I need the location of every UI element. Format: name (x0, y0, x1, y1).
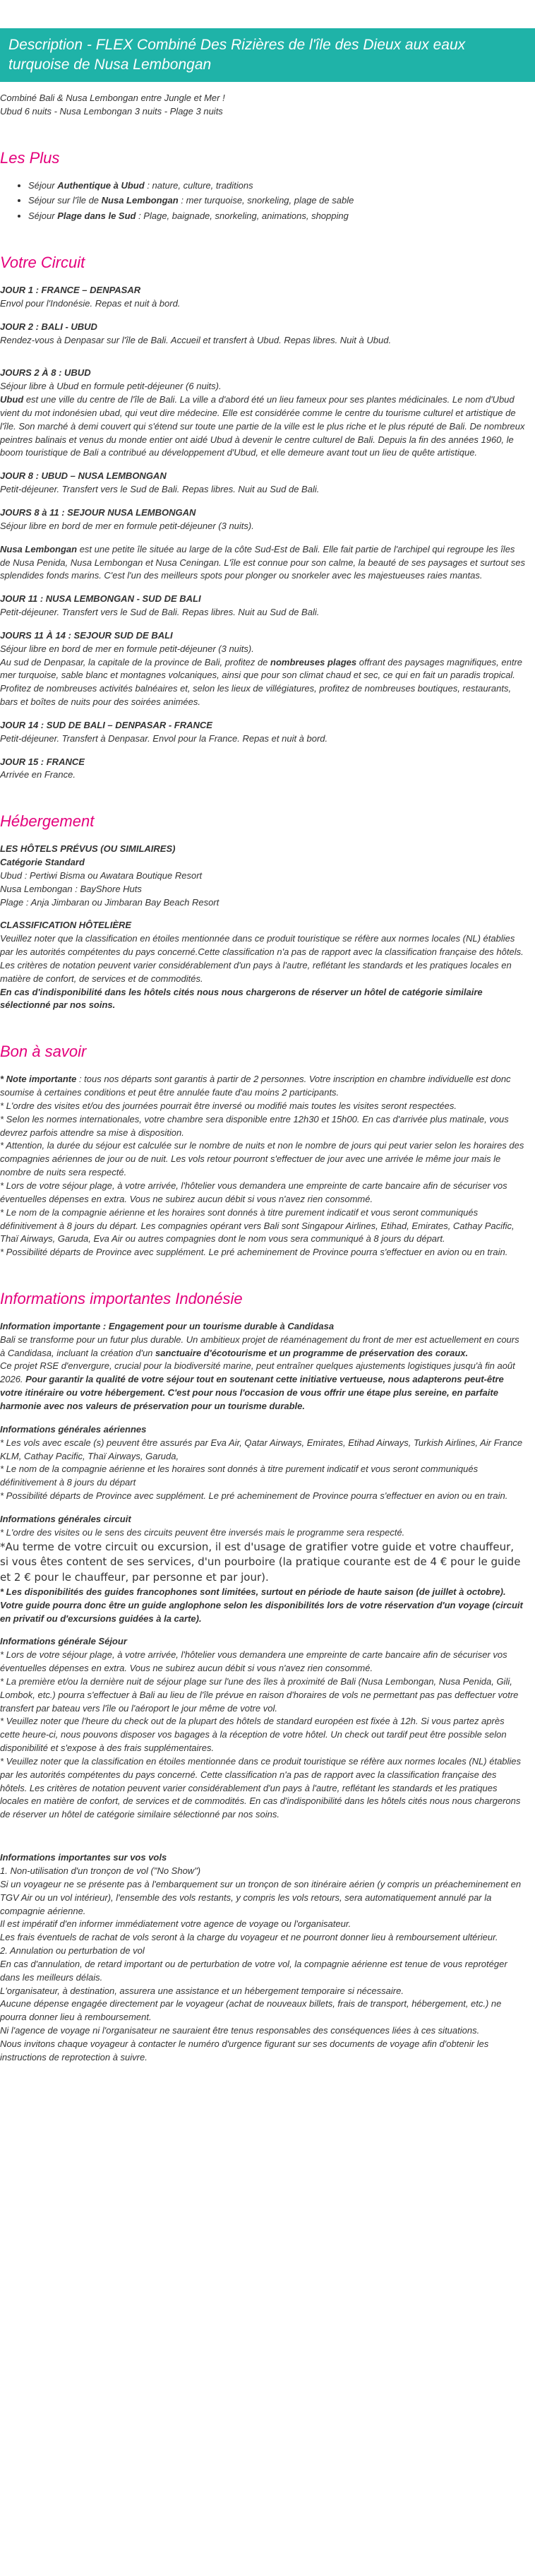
vols-line: Il est impératif d'en informer immédiatement votre agence de voyage ou l'organisateur. (0, 1918, 351, 1930)
plus-item (28, 179, 525, 193)
day-title: JOURS 2 À 8 : UBUD (0, 367, 91, 379)
intro (0, 92, 525, 119)
day-block (0, 756, 525, 783)
text-fragment: Ubud (0, 394, 24, 405)
text-fragment: est une petite île située au large de la côte Sud-Est de Bali. Elle fait partie de l'archipel qui regroupe les îles de Nusa Penida, Nusa Lembongan et Nusa Ceningan. L'île est connue pour son calme, la beauté de ses paysages et surtout ses splendides fonds marins. C'est l'un des meilleurs spots pour plonger ou snorkeler avec les majestueuses raies mantas. (0, 543, 525, 581)
circuit-info-title: Informations générales circuit (0, 1513, 131, 1524)
day-text: Envol pour l'Indonésie. Repas et nuit à bord. (0, 297, 181, 309)
text-fragment: Ce projet RSE d'envergure, crucial pour la biodiversité marine, peut entraîner quelques ajustements logistiques jusqu'à fin août 2026. (0, 1360, 515, 1385)
sejour-line: * Lors de votre séjour plage, à votre arrivée, l'hôtelier vous demandera une empreinte de carte bancaire afin de sécuriser vos éventuelles dépenses en extra. Vous ne subirez aucun débit si vous n'avez rien consommé. (0, 1649, 507, 1674)
day-title: JOURS 11 À 14 : SEJOUR SUD DE BALI (0, 629, 173, 641)
circuit-tip-note: *Au terme de votre circuit ou excursion, il est d'usage de gratifier votre guide et votre chauffeur, si vous êtes content de ses services, d'un pourboire (la pratique courante est de 4 € pour le guide et 2 € pour le chauffeur, par personne et par jour). (0, 1540, 521, 1584)
day-title: JOUR 8 : UBUD – NUSA LEMBONGAN (0, 470, 167, 482)
vols-line: Ni l'agence de voyage ni l'organisateur ne sauraient être tenus responsables des conséquences liées à ces situations. (0, 2025, 480, 2036)
hotels-title: LES HÔTELS PRÉVUS (OU SIMILAIRES) (0, 843, 176, 855)
vols-line: L'organisateur, à destination, assurera une assistance et un hébergement temporaire si nécessaire. (0, 1985, 404, 1996)
day-text: Rendez-vous à Denpasar sur l'île de Bali. Accueil et transfert à Ubud. Repas libres. Nuit à Ubud. (0, 334, 392, 345)
text-fragment: nombreuses plages (270, 656, 357, 667)
text-fragment: : tous nos départs sont garantis à partir de 2 personnes. Votre inscription en chambre individuelle est donc soumise à certaines conditions et peut être annulée faute d'au moins 2 participants. (0, 1074, 511, 1098)
day-title: JOURS 8 à 11 : SEJOUR NUSA LEMBONGAN (0, 506, 196, 518)
text-fragment: Authentique à Ubud (57, 179, 145, 191)
day-title: JOUR 11 : NUSA LEMBONGAN - SUD DE BALI (0, 593, 201, 605)
bon-line: * Selon les normes internationales, votre chambre sera disponible entre 12h30 et 15h00. En cas d'arrivée plus matinale, vous devrez parfois attendre sa mise à disposition. (0, 1113, 509, 1138)
aerien-title: Informations générales aériennes (0, 1423, 147, 1435)
day-paragraph (0, 393, 525, 460)
day-text: Séjour libre en bord de mer en formule petit-déjeuner (3 nuits). (0, 520, 254, 531)
text-fragment: Nusa Lembongan (0, 543, 78, 554)
text-fragment: Nusa Lembongan (101, 195, 179, 206)
aerien-line: * Le nom de la compagnie aérienne et les horaires sont donnés à titre purement indicatif et vous seront communiqués définitivement à 8 jours du départ (0, 1464, 479, 1488)
day-block (0, 470, 525, 497)
aerien-line: * Possibilité départs de Province avec supplément. Le pré acheminement de Province pourra s'effectuer en avion ou en train. (0, 1490, 508, 1502)
bon-line: * L'ordre des visites et/ou des journées pourrait être inversé ou modifié mais toutes les visites seront respectées. (0, 1100, 457, 1111)
vols-line: Les frais éventuels de rachat de vols seront à la charge du voyageur et ne pourront donner lieu à remboursement ultérieur. (0, 1932, 498, 1943)
vols-line: 1. Non-utilisation d'un tronçon de vol ("No Show") (0, 1865, 201, 1877)
text-fragment: sanctuaire d'écotourisme et un programme de préservation des coraux. (155, 1347, 469, 1358)
section-heading-bon: Bon à savoir (0, 1043, 87, 1061)
content (0, 92, 535, 2065)
vols-line: 2. Annulation ou perturbation de vol (0, 1945, 145, 1957)
section-heading-hebergement: Hébergement (0, 812, 95, 831)
text-fragment: : Plage, baignade, snorkeling, animations, shopping (136, 210, 349, 222)
hotel-line: Nusa Lembongan : BayShore Huts (0, 883, 142, 894)
day-text: Séjour libre en bord de mer en formule petit-déjeuner (3 nuits). (0, 643, 254, 654)
page-title: Description - FLEX Combiné Des Rizières de l'île des Dieux aux eaux turquoise de Nusa Lembongan (0, 28, 535, 82)
bon-line: * Attention, la durée du séjour est calculée sur le nombre de nuits et non le nombre de jours qui peut varier selon les horaires des compagnies aériennes de jour ou de nuit. Les vols retour pourront s'effectuer de jour avec une arrivée le même jour mais le nombre de nuits sera respecté. (0, 1140, 524, 1178)
plus-item (28, 194, 525, 208)
vols-line: Si un voyageur ne se présente pas à l'embarquement sur un tronçon de son itinéraire aérien (y compris un préacheminement en TGV Air ou un vol intérieur), l'ensemble des vols restants, y compris les vols retours, sera automatiquement annulé par la compagnie aérienne. (0, 1878, 522, 1916)
day-text: Séjour libre à Ubud en formule petit-déjeuner (6 nuits). (0, 381, 222, 392)
intro-line: Combiné Bali & Nusa Lembongan entre Jungle et Mer ! (0, 93, 225, 103)
text-fragment: : mer turquoise, snorkeling, plage de sable (178, 195, 354, 206)
day-block (0, 367, 525, 460)
vols-line: Aucune dépense engagée directement par le voyageur (achat de nouveaux billets, frais de transport, hébergement, etc.) ne pourra donner lieu à remboursement. (0, 1998, 502, 2023)
bon-line: * Lors de votre séjour plage, à votre arrivée, l'hôtelier vous demandera une empreinte de carte bancaire afin de sécuriser vos éventuelles dépenses en extra. Vous ne subirez aucun débit si vous n'avez rien consommé. (0, 1180, 507, 1204)
sejour-line: * Veuillez noter que l'heure du check out de la plupart des hôtels de standard européen est fixée à 12h. Si vous partez après cette heure-ci, nous pouvons disposer vos bagages à la réception de votre hôtel. Un check out tardif peut être possible selon disponibilité et s'expose à des frais supplémentaires. (0, 1716, 507, 1754)
bon-block (0, 1073, 525, 1259)
classif-bold: En cas d'indisponibilité dans les hôtels cités nous nous chargerons de réserver un hôtel de catégorie similaire sélectionné par nos soins. (0, 986, 483, 1011)
text-fragment: offrant des paysages magnifiques, entre mer turquoise, sable blanc et montagnes volcaniques, ainsi que pour son climat chaud et sec, ce qui en fait un paradis tropical. Profitez de nombreuses activités balnéaires et, selon les lieux de villégiatures, profitez de nombreuses boutiques, restaurants, bars et boîtes de nuits pour des soirées animées. (0, 656, 523, 708)
section-heading-infos: Informations importantes Indonésie (0, 1290, 243, 1308)
day-paragraph (0, 656, 525, 709)
day-block (0, 719, 525, 746)
section-heading-plus: Les Plus (0, 148, 60, 167)
day-block (0, 629, 525, 709)
hotel-line: Plage : Anja Jimbaran ou Jimbaran Bay Beach Resort (0, 896, 220, 908)
text-fragment: Pour garantir la qualité de votre séjour tout en soutenant cette initiative vertueuse, nous adapterons peut-être votre itinéraire ou votre hébergement. C'est pour nous l'occasion de vous offrir une étape plus sereine, en parfaite harmonie avec nos valeurs de préservation pour un tourisme durable. (0, 1374, 504, 1411)
bon-line: * Le nom de la compagnie aérienne et les horaires sont donnés à titre purement indicatif et vous seront communiqués définitivement à 8 jours du départ. Les compagnies opérant vers Bali sont Singapour Airlines, Etihad, Emirates, Cathay Pacific, Thaï Airways, Garuda, Eva Air ou autres compagnies dont le nom vous sera communiqué à 8 jours du départ. (0, 1206, 515, 1245)
day-text: Arrivée en France. (0, 769, 76, 780)
plus-list (0, 179, 525, 224)
bon-line (0, 1073, 525, 1100)
day-title: JOUR 14 : SUD DE BALI – DENPASAR - FRANCE (0, 719, 212, 730)
day-title: JOUR 2 : BALI - UBUD (0, 321, 97, 332)
day-paragraph (0, 543, 525, 583)
circuit-days (0, 284, 525, 782)
day-title: JOUR 15 : FRANCE (0, 756, 85, 767)
classif-title: CLASSIFICATION HÔTELIÈRE (0, 920, 132, 931)
text-fragment: Bali se transforme pour un futur plus durable. Un ambitieux projet de réaménagement du front de mer est actuellement en cours à Candidasa, incluant la création d'un (0, 1334, 519, 1358)
sejour-title: Informations générale Séjour (0, 1636, 127, 1647)
day-block (0, 506, 525, 583)
vols-title: Informations importantes sur vos vols (0, 1852, 167, 1863)
sejour-line: * La première et/ou la dernière nuit de séjour plage sur l'une des îles à proximité de Bali (Nusa Lembongan, Nusa Penida, Gili, Lombok, etc.) pourra s'effectuer à Bali au lieu de l'île prévue en raison d'horaires de vols ne permettant pas pas deffectuer votre transfert par bateau vers l'île ou l'aéroport le jour même de votre vol. (0, 1675, 519, 1714)
text-fragment: * Note importante (0, 1074, 77, 1085)
day-text: Petit-déjeuner. Transfert vers le Sud de Bali. Repas libres. Nuit au Sud de Bali. (0, 607, 320, 618)
text-fragment: Plage dans le Sud (57, 210, 136, 222)
vols-line: En cas d'annulation, de retard important ou de perturbation de votre vol, la compagnie aérienne est tenue de vous reprotéger dans les meilleurs délais. (0, 1958, 507, 1983)
day-title: JOUR 1 : FRANCE – DENPASAR (0, 285, 141, 295)
day-text: Petit-déjeuner. Transfert à Denpasar. Envol pour la France. Repas et nuit à bord. (0, 732, 328, 744)
circuit-info-line: * L'ordre des visites ou le sens des circuits peuvent être inversés mais le programme sera respecté. (0, 1526, 405, 1538)
text-fragment: est une ville du centre de l'île de Bali. La ville a d'abord été un lieu fameux pour ses plantes médicinales. Le nom d'Ubud vient du mot indonésien ubad, qui veut dire médecine. Elle est considérée comme le centre du tourisme culturel et artistique de l'île. Son marché à demi couvert qui s'étend sur toute une partie de la ville est le plus riche et le plus réputé de Bali. De nombreux peintres balinais et venus du monde entier ont aidé Ubud à devenir le centre culturel de Bali. Depuis la fin des années 1960, le boom touristique de Bali a contribué au développement d'Ubud, et elle demeure avant tout un lieu de quête artistique. (0, 394, 525, 458)
day-text: Petit-déjeuner. Transfert vers le Sud de Bali. Repas libres. Nuit au Sud de Bali. (0, 484, 320, 495)
circuit-guides-note: * Les disponibilités des guides francophones sont limitées, surtout en période de haute saison (de juillet à octobre). Votre guide pourra donc être un guide anglophone selon les disponibilités lors de votre réservation d'un voyage (circuit en privatif ou d'excursions guidées à la carte). (0, 1586, 523, 1624)
text-fragment: Séjour sur l'île de (28, 195, 102, 206)
bon-line: * Possibilité départs de Province avec supplément. Le pré acheminement de Province pourra s'effectuer en avion ou en train. (0, 1247, 508, 1258)
engagement-text-2 (0, 1360, 525, 1413)
intro-line: Ubud 6 nuits - Nusa Lembongan 3 nuits - Plage 3 nuits (0, 105, 223, 117)
section-heading-circuit: Votre Circuit (0, 254, 85, 272)
classif-text: Veuillez noter que la classification en étoiles mentionnée dans ce produit touristique se réfère aux normes locales (NL) établies par les autorités compétentes du pays concerné.Cette classification n'a pas de rapport avec la classification française des hôtels. Les critères de notation peuvent varier considérablement d'un pays à l'autre, reflétant les standards et les pratiques locales en matière de confort, de services et de commodités. (0, 933, 524, 984)
text-fragment: : nature, culture, traditions (144, 179, 253, 191)
sejour-line: * Veuillez noter que la classification en étoiles mentionnée dans ce produit touristique se réfère aux normes locales (NL) établies par les autorités compétentes du pays concerné. Cette classification n'a pas de rapport avec la classification française des hôtels. Les critères de notation peuvent varier considérablement d'un pays à l'autre, reflétant les standards et les pratiques locales en matière de confort, de services et de commodités. En cas d'indisponibilité dans les hôtels cités nous nous chargerons de réserver un hôtel de catégorie similaire sélectionné par nos soins. (0, 1755, 522, 1820)
vols-line: Nous invitons chaque voyageur à contacter le numéro d'urgence figurant sur ses documents de voyage afin d'obtenir les instructions de reprotection à suivre. (0, 2038, 489, 2062)
aerien-line: * Les vols avec escale (s) peuvent être assurés par Eva Air, Qatar Airways, Emirates, Etihad Airways, Turkish Airlines, Air France KLM, Cathay Pacific, Thaï Airways, Garuda, (0, 1437, 523, 1461)
hebergement-block (0, 843, 525, 1012)
infos-block (0, 1320, 525, 2065)
engagement-text (0, 1334, 525, 1360)
hotels-category: Catégorie Standard (0, 857, 85, 868)
hotel-line: Ubud : Pertiwi Bisma ou Awatara Boutique Resort (0, 869, 203, 881)
day-block (0, 284, 525, 311)
text-fragment: Séjour (28, 210, 58, 222)
text-fragment: Au sud de Denpasar, la capitale de la province de Bali, profitez de (0, 656, 271, 667)
day-block (0, 593, 525, 619)
engagement-title: Information importante : Engagement pour un tourisme durable à Candidasa (0, 1320, 335, 1331)
text-fragment: Séjour (28, 179, 58, 191)
plus-item (28, 210, 525, 223)
day-block (0, 321, 525, 348)
